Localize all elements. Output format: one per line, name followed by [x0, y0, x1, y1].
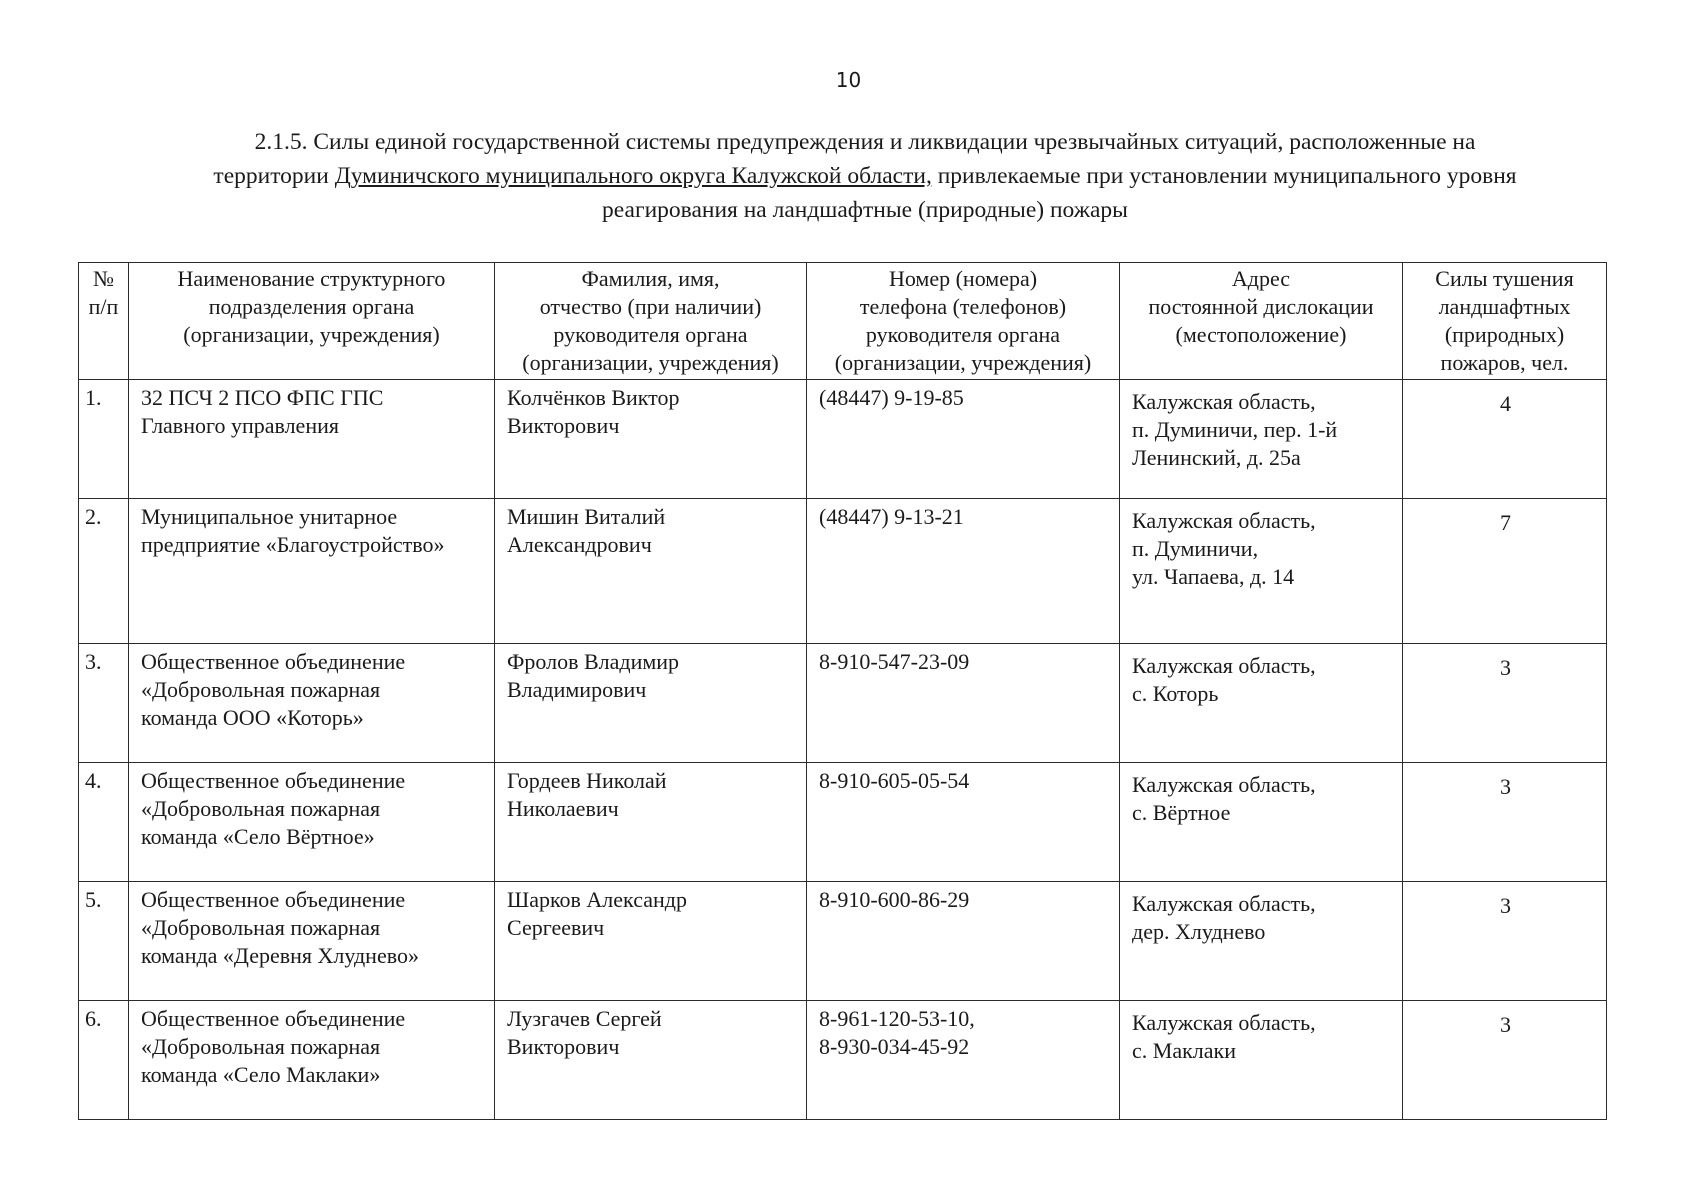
heading-line-1: 2.1.5. Силы единой государственной системы предупреждения и ликвидации чрезвычайных ситуаций, расположенные на: [254, 129, 1476, 155]
head-name: Фролов Владимир Владимирович: [495, 644, 807, 763]
table-row: [79, 882, 1607, 1001]
head-name: Лузгачев Сергей Викторович: [495, 1001, 807, 1120]
row-number: 4.: [79, 763, 129, 882]
page-number: 10: [835, 68, 862, 92]
phone-number: (48447) 9-19-85: [807, 380, 1120, 499]
address: Калужская область, с. Вёртное: [1120, 763, 1403, 882]
table-row: [79, 380, 1607, 499]
head-name: Гордеев Николай Николаевич: [495, 763, 807, 882]
table-row: [79, 499, 1607, 644]
row-number: 1.: [79, 380, 129, 499]
head-name: Шарков Александр Сергеевич: [495, 882, 807, 1001]
address: Калужская область, с. Которь: [1120, 644, 1403, 763]
address: Калужская область, дер. Хлуднево: [1120, 882, 1403, 1001]
table-header-row: [79, 263, 1607, 380]
row-number: 3.: [79, 644, 129, 763]
unit-name: Общественное объединение «Добровольная пожарная команда «Село Маклаки»: [129, 1001, 495, 1120]
header-phone: Номер (номера) телефона (телефонов) руководителя органа (организации, учреждения): [807, 263, 1120, 380]
header-head-name: Фамилия, имя, отчество (при наличии) руководителя органа (организации, учреждения): [495, 263, 807, 380]
unit-name: Общественное объединение «Добровольная пожарная команда ООО «Которь»: [129, 644, 495, 763]
head-name: Колчёнков Виктор Викторович: [495, 380, 807, 499]
unit-name: Муниципальное унитарное предприятие «Благоустройство»: [129, 499, 495, 644]
table-row: [79, 763, 1607, 882]
forces-count: 4: [1403, 380, 1607, 499]
forces-count: 3: [1403, 882, 1607, 1001]
unit-name: Общественное объединение «Добровольная пожарная команда «Село Вёртное»: [129, 763, 495, 882]
header-address: Адрес постоянной дислокации (местоположение): [1120, 263, 1403, 380]
row-number: 2.: [79, 499, 129, 644]
heading-underlined-territory: Думиничского муниципального округа Калужской области,: [334, 163, 932, 189]
table-row: [79, 644, 1607, 763]
header-number: № п/п: [79, 263, 129, 380]
heading-line-3: реагирования на ландшафтные (природные) пожары: [602, 197, 1128, 223]
forces-table: [78, 262, 1607, 1120]
phone-number: 8-910-600-86-29: [807, 882, 1120, 1001]
header-forces: Силы тушения ландшафтных (природных) пожаров, чел.: [1403, 263, 1607, 380]
phone-number: 8-961-120-53-10, 8-930-034-45-92: [807, 1001, 1120, 1120]
header-unit-name: Наименование структурного подразделения органа (организации, учреждения): [129, 263, 495, 380]
address: Калужская область, п. Думиничи, пер. 1-й Ленинский, д. 25а: [1120, 380, 1403, 499]
forces-count: 3: [1403, 644, 1607, 763]
heading-line-2-suffix: привлекаемые при установлении муниципального уровня: [931, 163, 1517, 189]
address: Калужская область, п. Думиничи, ул. Чапаева, д. 14: [1120, 499, 1403, 644]
row-number: 5.: [79, 882, 129, 1001]
address: Калужская область, с. Маклаки: [1120, 1001, 1403, 1120]
unit-name: 32 ПСЧ 2 ПСО ФПС ГПС Главного управления: [129, 380, 495, 499]
head-name: Мишин Виталий Александрович: [495, 499, 807, 644]
heading-line-2-prefix: территории: [213, 163, 335, 189]
unit-name: Общественное объединение «Добровольная пожарная команда «Деревня Хлуднево»: [129, 882, 495, 1001]
phone-number: (48447) 9-13-21: [807, 499, 1120, 644]
forces-count: 3: [1403, 1001, 1607, 1120]
phone-number: 8-910-605-05-54: [807, 763, 1120, 882]
forces-count: 7: [1403, 499, 1607, 644]
table-row: [79, 1001, 1607, 1120]
row-number: 6.: [79, 1001, 129, 1120]
phone-number: 8-910-547-23-09: [807, 644, 1120, 763]
forces-count: 3: [1403, 763, 1607, 882]
section-heading: [115, 125, 1615, 227]
